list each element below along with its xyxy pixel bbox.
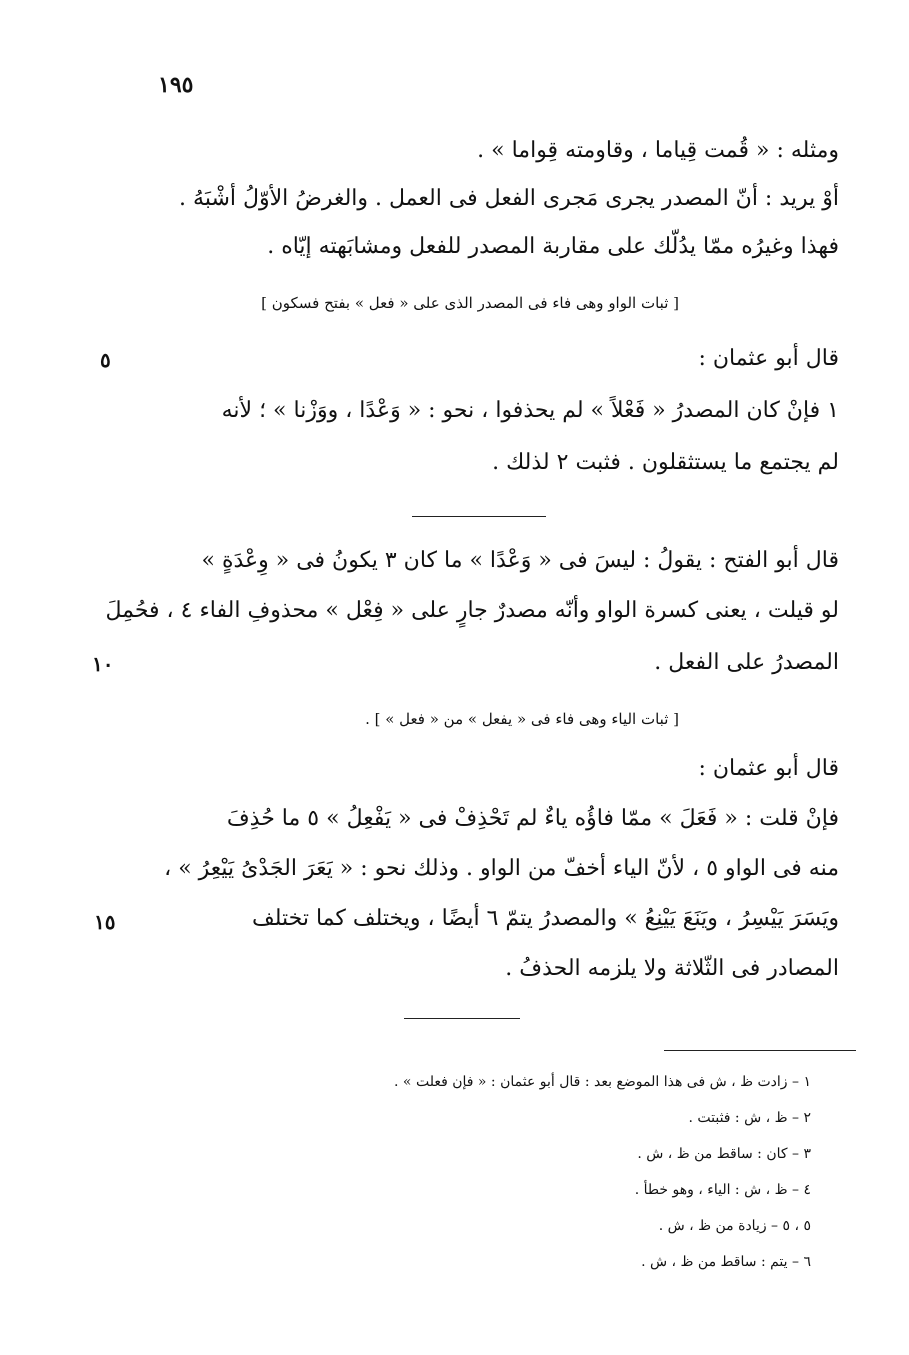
footnote: ٦ – يتم : ساقط من ظ ، ش . bbox=[641, 1254, 811, 1270]
speaker-line: قال أبو عثمان : bbox=[698, 346, 839, 371]
section-heading: [ ثبات الواو وهى فاء فى المصدر الذى على « فعل » بفتح فسكون ] bbox=[261, 294, 679, 312]
speaker-line: قال أبو عثمان : bbox=[698, 756, 839, 781]
section-divider bbox=[404, 1018, 520, 1019]
footnote: ١ – زادت ظ ، ش فى هذا الموضع بعد : قال أبو عثمان : « فإن فعلت » . bbox=[394, 1074, 811, 1090]
footnote: ٥ ، ٥ – زيادة من ظ ، ش . bbox=[658, 1218, 811, 1234]
footnote-separator bbox=[664, 1050, 856, 1051]
text-line: أوْ يريد : أنّ المصدر يجرى مَجرى الفعل فى العمل . والغرضُ الأوّلُ أشْبَهُ . bbox=[179, 186, 839, 211]
text-line: ويَسَرَ يَيْسِرُ ، ويَنَعَ يَيْنِعُ » والمصدرُ يتمّ ٦ أيضًا ، ويختلف كما تختلف bbox=[251, 906, 839, 931]
footnote: ٤ – ظ ، ش : الياء ، وهو خطأ . bbox=[634, 1182, 811, 1198]
footnote: ٣ – كان : ساقط من ظ ، ش . bbox=[637, 1146, 811, 1162]
margin-line-number: ٥ bbox=[100, 348, 111, 372]
text-line: لو قيلت ، يعنى كسرة الواو وأنّه مصدرٌ جارٍ على « فِعْل » محذوفِ الفاء ٤ ، فحُمِلَ bbox=[105, 598, 839, 623]
text-line: المصدرُ على الفعل . bbox=[654, 650, 839, 675]
section-heading: [ ثبات الياء وهى فاء فى « يفعل » من « فعل » ] . bbox=[365, 710, 679, 728]
text-line: منه فى الواو ٥ ، لأنّ الياء أخفّ من الواو . وذلك نحو : « يَعَرَ الجَدْىُ يَيْعِرُ » ، bbox=[164, 856, 839, 881]
margin-line-number: ١٥ bbox=[94, 910, 116, 934]
text-line: المصادر فى الثّلاثة ولا يلزمه الحذفُ . bbox=[505, 956, 839, 981]
text-line: لم يجتمع ما يستثقلون . فثبت ٢ لذلك . bbox=[492, 450, 839, 475]
text-line: فهذا وغيرُه ممّا يدُلّك على مقاربة المصدر للفعل ومشابَهته إيّاه . bbox=[267, 234, 839, 259]
footnote: ٢ – ظ ، ش : فثبتت . bbox=[688, 1110, 811, 1126]
margin-line-number: ١٠ bbox=[92, 652, 114, 676]
text-line: ١ فإنْ كان المصدرُ « فَعْلاً » لم يحذفوا ، نحو : « وَعْدًا ، ووَزْنا » ؛ لأنه bbox=[221, 398, 839, 423]
section-divider bbox=[412, 516, 546, 517]
text-line: ومثله : « قُمت قِياما ، وقاومته قِواما » . bbox=[477, 138, 839, 163]
text-line: فإنْ قلت : « فَعَلَ » ممّا فاؤُه ياءٌ لم تَحْذِفْ فى « يَفْعِلُ » ٥ ما حُذِفَ bbox=[226, 806, 839, 831]
page-number: ١٩٥ bbox=[158, 72, 194, 98]
text-line: قال أبو الفتح : يقولُ : ليسَ فى « وَعْدًا » ما كان ٣ يكونُ فى « وِعْدَةٍ » bbox=[201, 548, 839, 573]
